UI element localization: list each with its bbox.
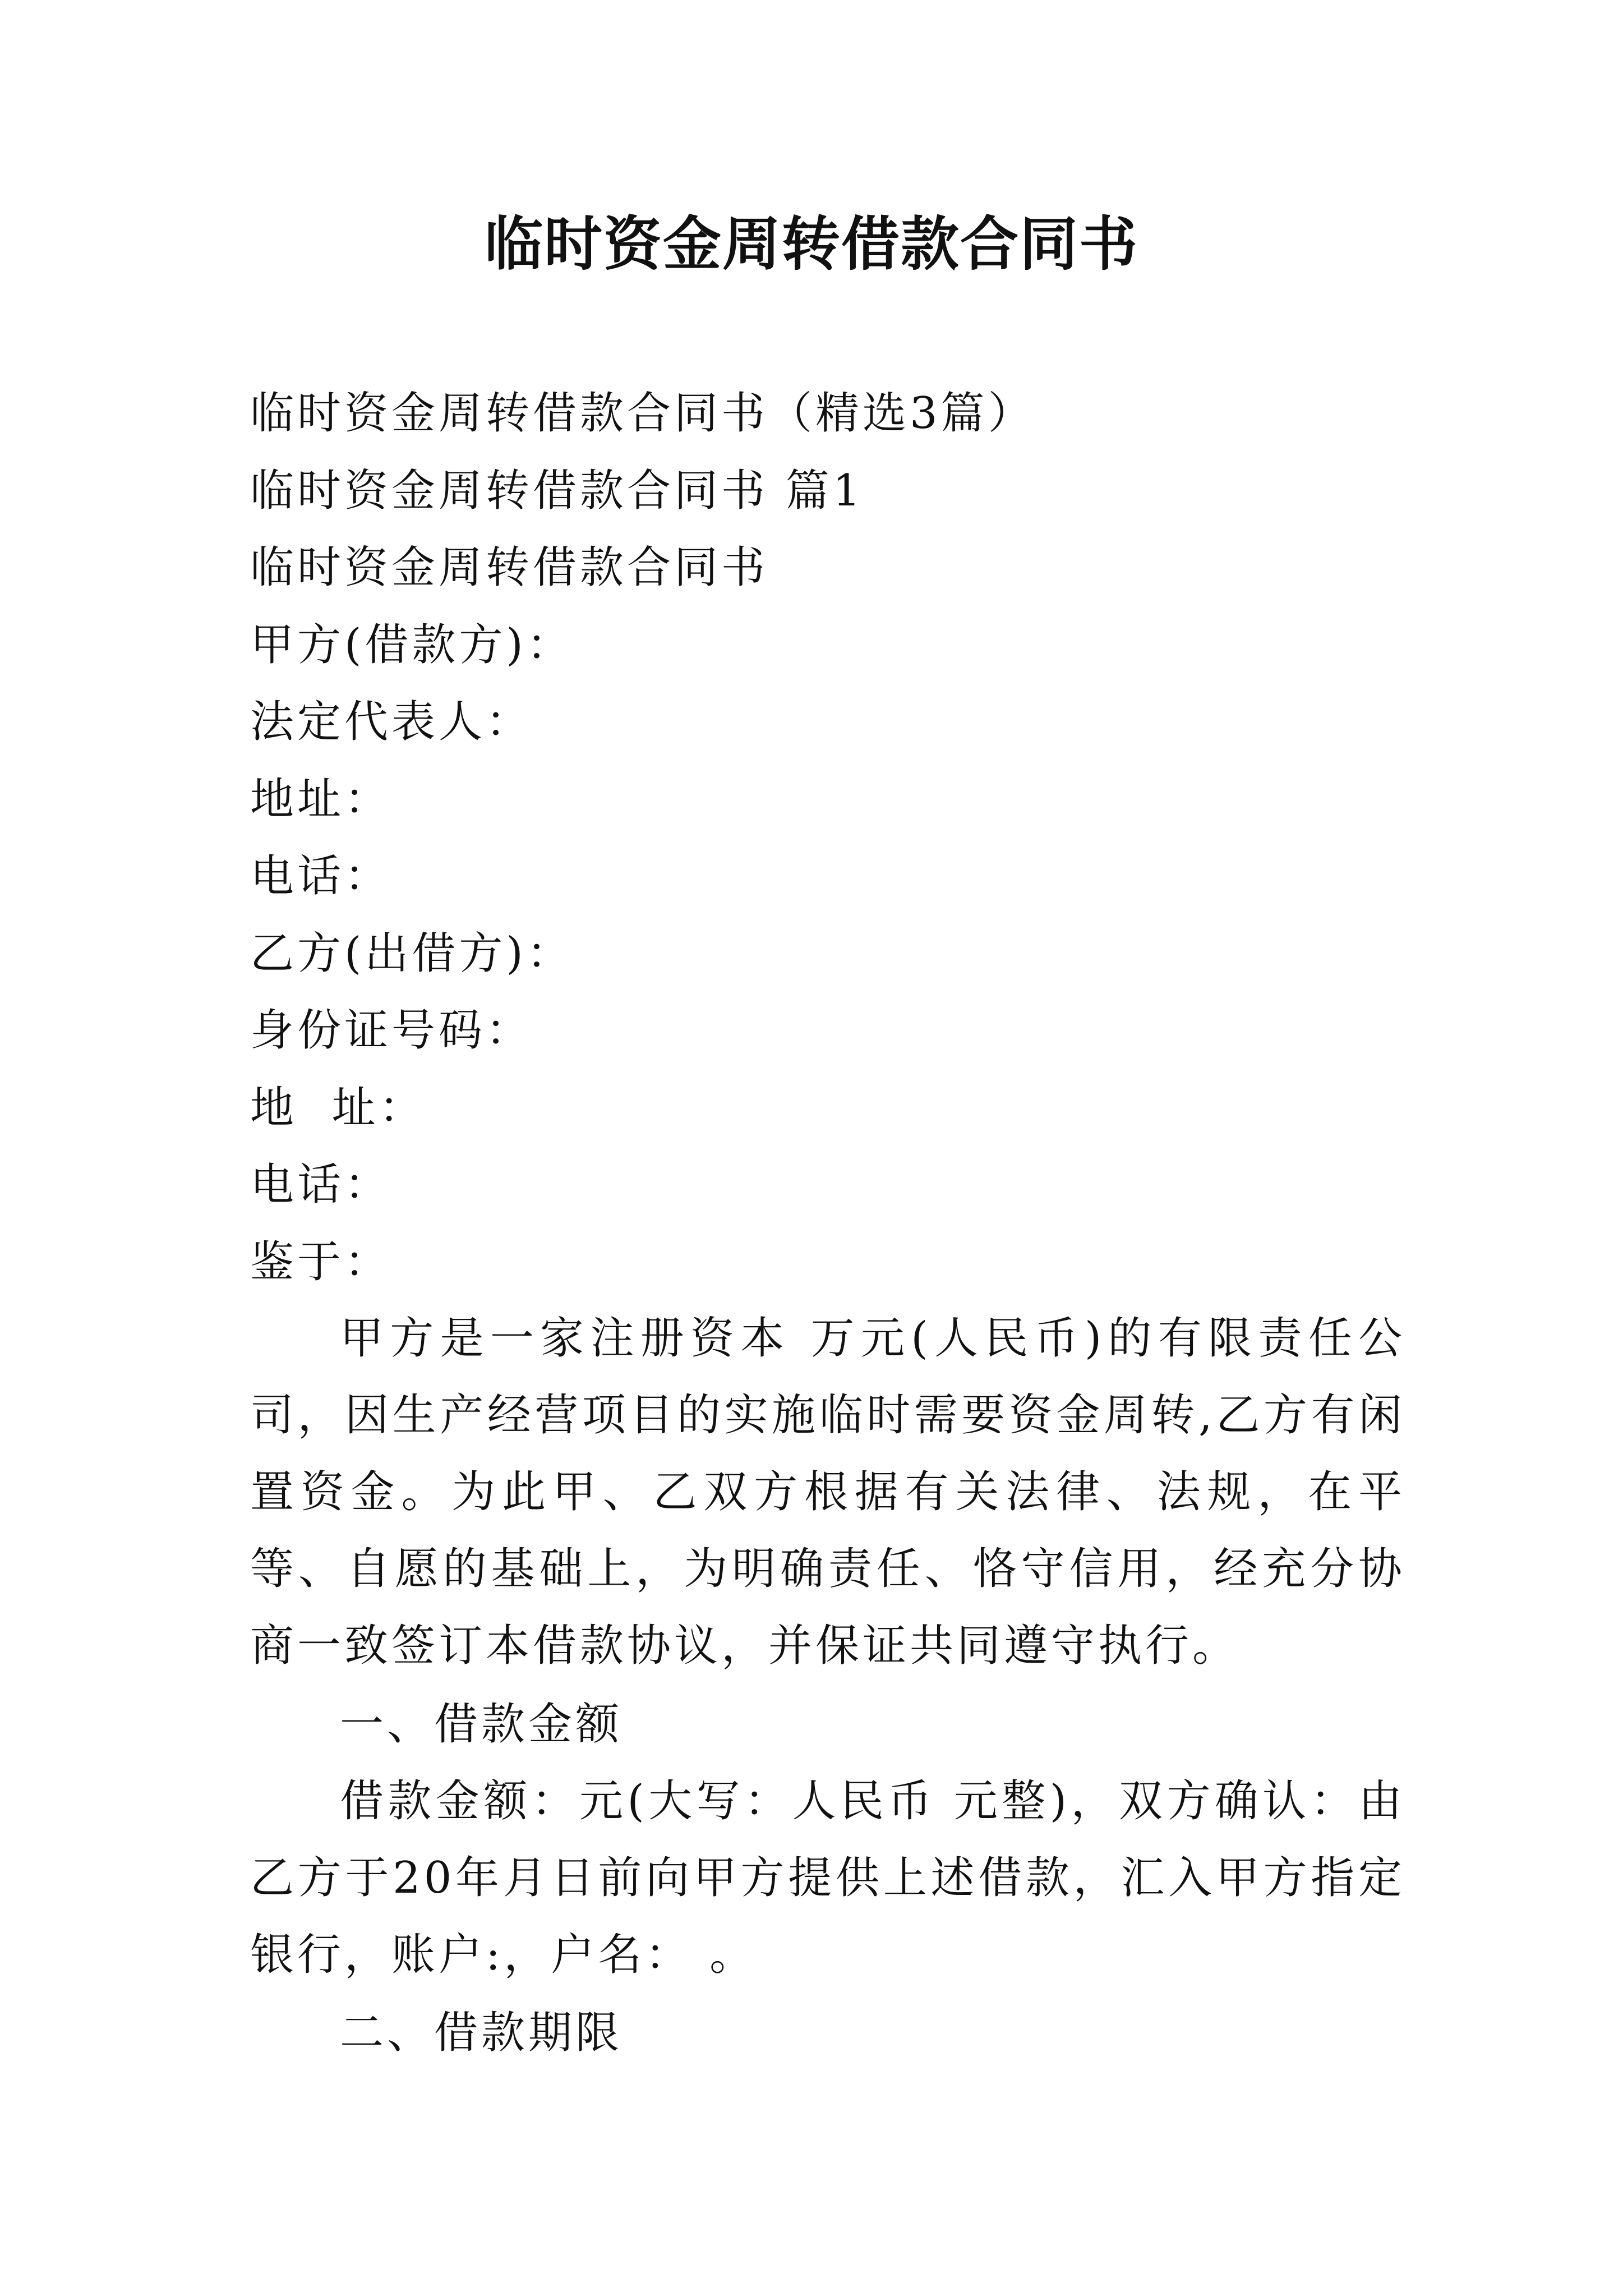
party-b-phone-label: 电话： bbox=[250, 1159, 392, 1210]
whereas-label: 鉴于： bbox=[250, 1237, 392, 1287]
section-1-heading: 一、借款金额 bbox=[340, 1699, 623, 1750]
loan-amount-paragraph: 借款金额：元(大写：人民币 元整)，双方确认：由乙方于20年月日前向甲方提供上述借款，汇入甲方指定银行，账户:，户名： 。 bbox=[250, 1776, 1405, 1980]
party-a-label: 甲方(借款方)： bbox=[250, 620, 574, 670]
legal-representative-label: 法定代表人： bbox=[250, 697, 533, 747]
subtitle-selection: 临时资金周转借款合同书（精选3篇） bbox=[250, 388, 1035, 439]
id-number-label: 身份证号码： bbox=[250, 1005, 533, 1056]
party-b-label: 乙方(出借方)： bbox=[250, 928, 574, 979]
article-heading: 临时资金周转借款合同书 篇1 bbox=[250, 466, 864, 516]
whereas-paragraph: 甲方是一家注册资本 万元(人民币)的有限责任公司，因生产经营项目的实施临时需要资金周转,乙方有闲置资金。为此甲、乙双方根据有关法律、法规，在平等、自愿的基础上，为明确责任、恪守信用，经充分协商一致签订本借款协议，并保证共同遵守执行。 bbox=[250, 1313, 1405, 1671]
section-2-heading: 二、借款期限 bbox=[340, 2008, 623, 2058]
party-b-address-label: 地 址： bbox=[250, 1083, 426, 1133]
party-a-phone-label: 电话： bbox=[250, 851, 392, 901]
party-a-address-label: 地址： bbox=[250, 774, 392, 825]
contract-name: 临时资金周转借款合同书 bbox=[250, 542, 769, 593]
document-title: 临时资金周转借款合同书 bbox=[484, 210, 1138, 278]
